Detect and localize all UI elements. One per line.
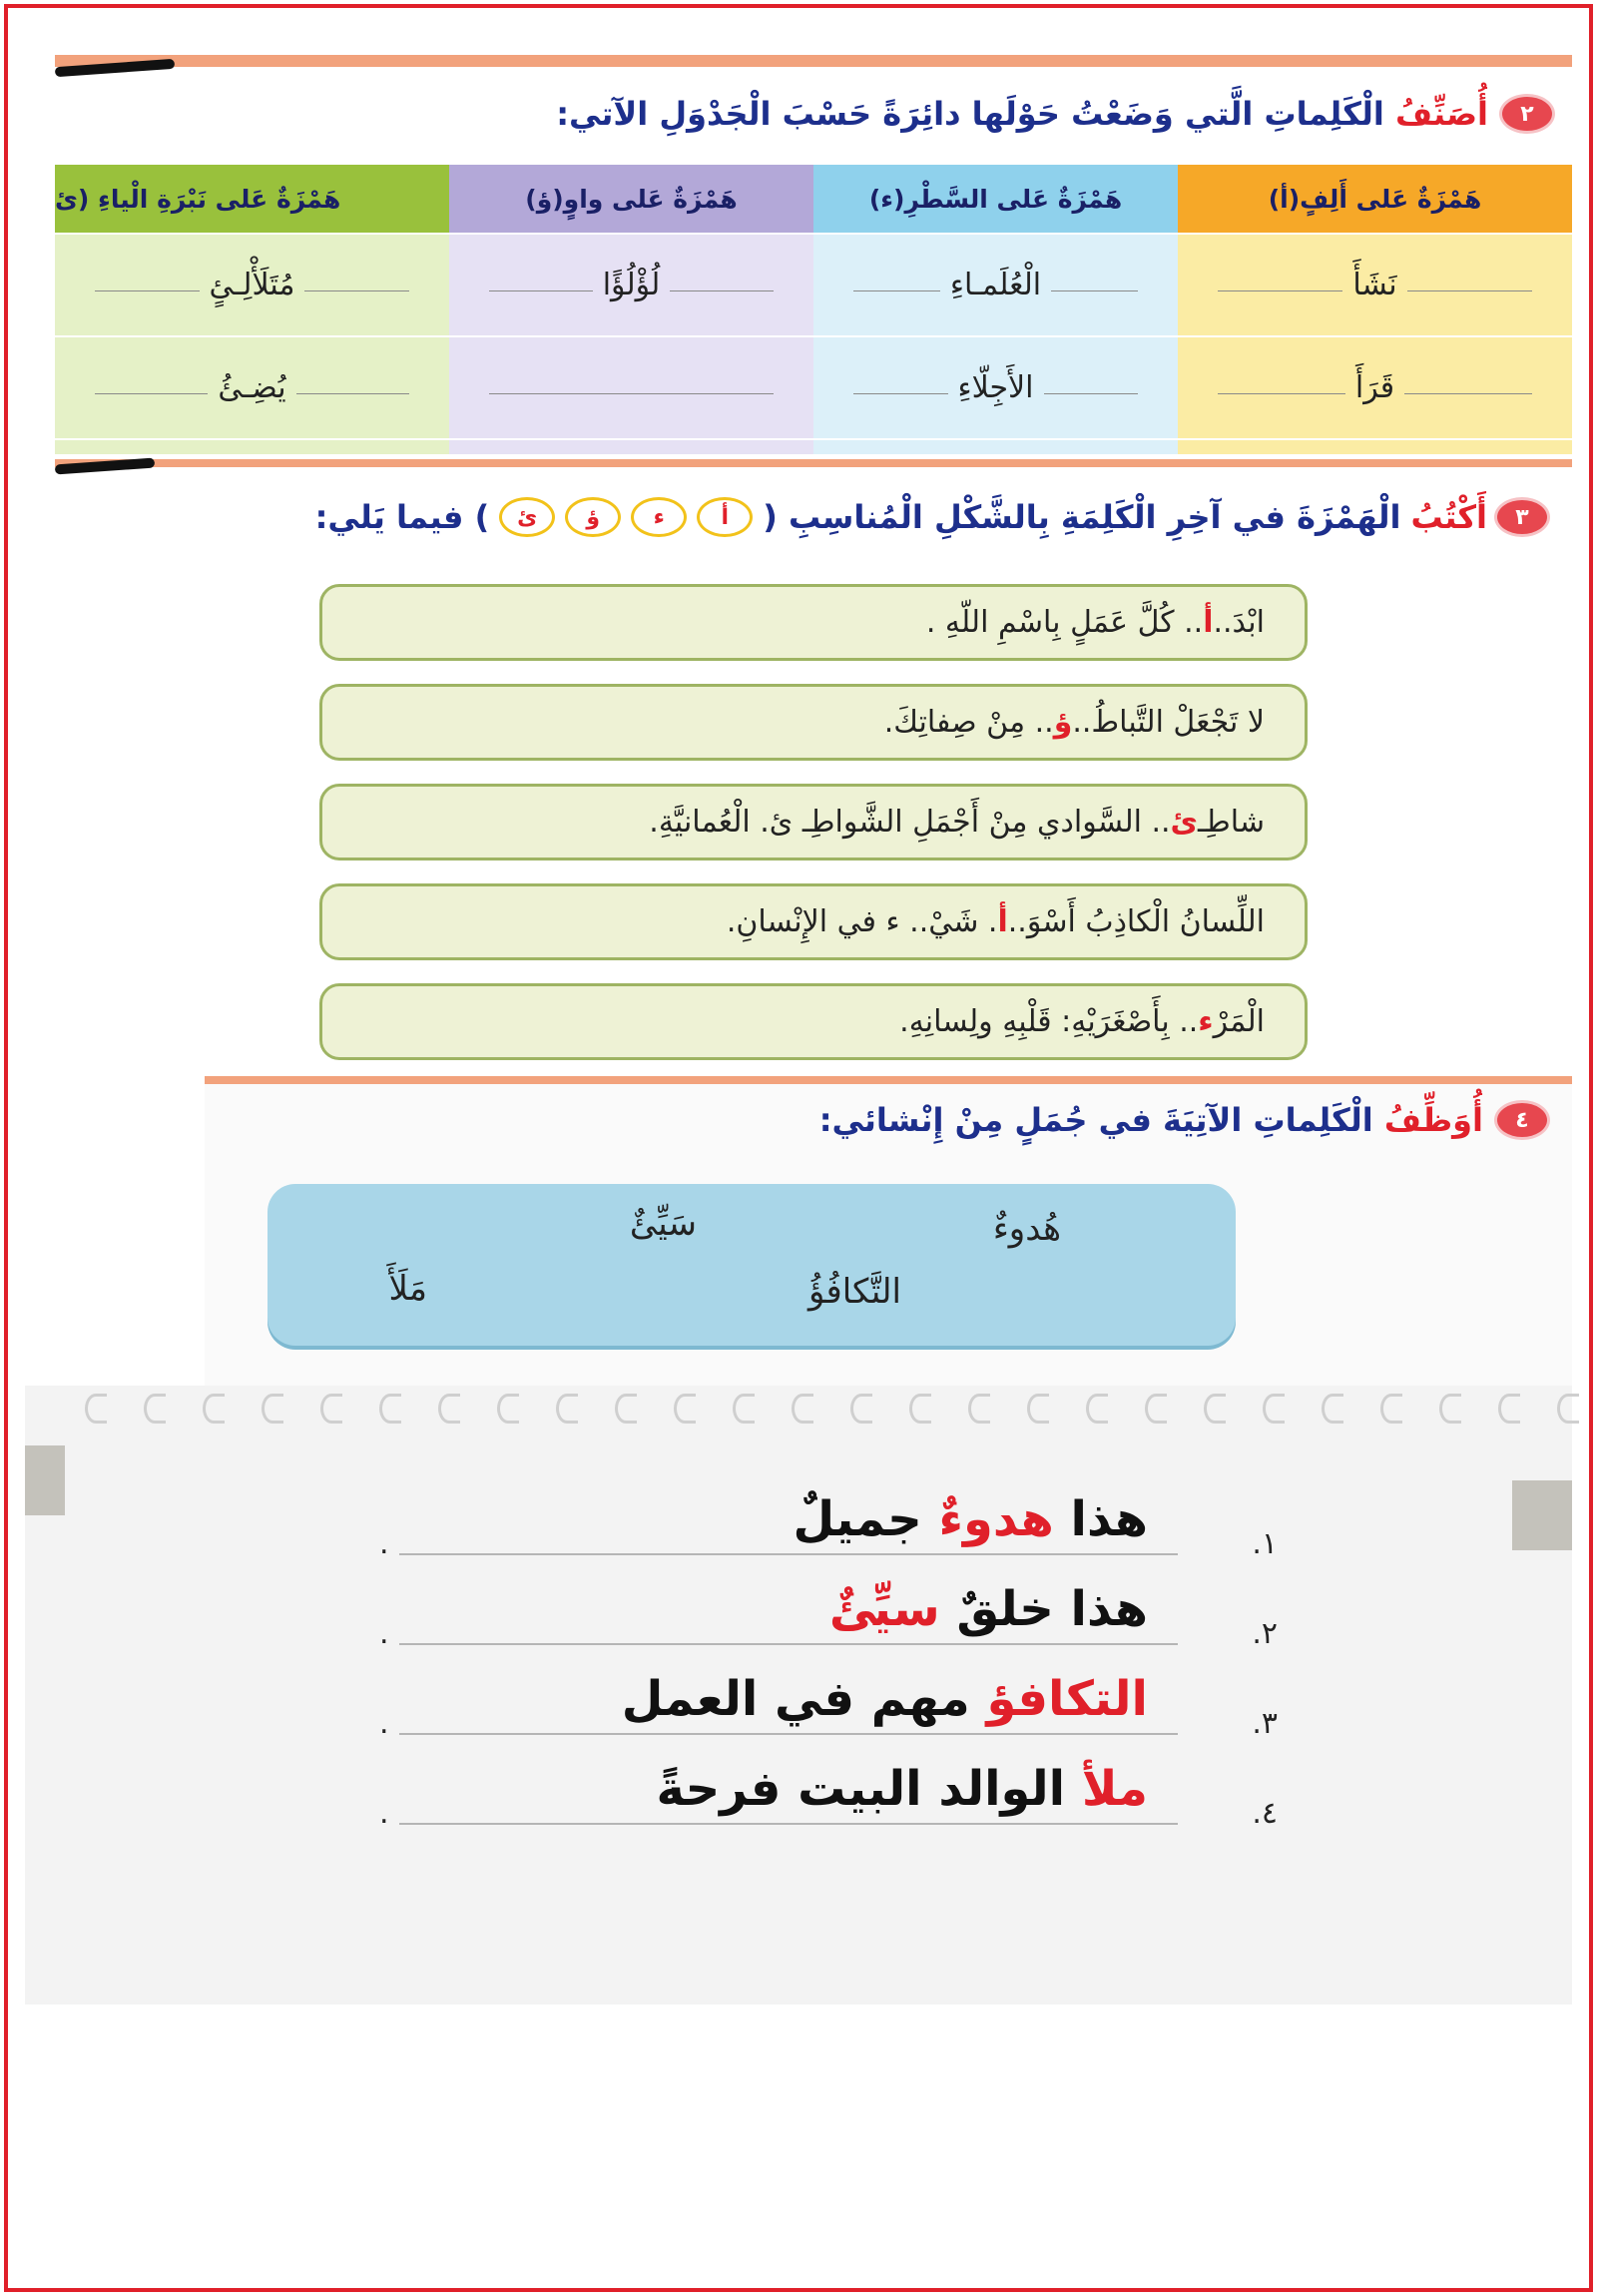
table-header: هَمْزَةٌ عَلى واوٍ(ؤ) xyxy=(449,165,813,233)
hamza-answer: أ xyxy=(1203,605,1214,640)
sentence-part: اللِّسانُ الْكاذِبُ أَسْوَ.. xyxy=(1007,904,1265,939)
answer-line xyxy=(359,1491,1278,1565)
sentence-box xyxy=(319,784,1308,861)
hamza-shape: ؤ xyxy=(565,497,621,537)
answer-number: ١. xyxy=(1252,1526,1278,1561)
cell-word: لُؤْلُؤًا xyxy=(593,268,671,302)
bank-word: سَيِّئٌ xyxy=(629,1204,697,1244)
sentence-part: .. كُلَّ عَمَلٍ بِاسْمِ اللّهِ . xyxy=(925,605,1204,640)
section-divider xyxy=(55,55,1572,67)
table-cell xyxy=(1178,335,1572,438)
q2-heading xyxy=(556,95,1552,133)
word-bank xyxy=(267,1184,1236,1346)
cell-word: الْعُلَمـاءِ xyxy=(940,268,1051,302)
answer-sentence: هذا هدوءٌ جميلٌ xyxy=(793,1491,1148,1547)
line-end-dot: . xyxy=(379,1526,389,1561)
spiral-rings xyxy=(85,1394,1579,1424)
table-cell xyxy=(449,335,813,438)
line-end-dot: . xyxy=(379,1616,389,1651)
line-end-dot: . xyxy=(379,1706,389,1741)
exercise-2 xyxy=(55,55,1572,454)
sentence-part: شاطِـ xyxy=(1198,805,1265,840)
table-header: هَمْزَةٌ عَلى السَّطْرِ(ء) xyxy=(813,165,1178,233)
hamza-answer: ئ xyxy=(1170,805,1199,840)
q2-number-badge: ٢ xyxy=(1502,97,1552,131)
cell-word: مُتَلَأْلِـئٍ xyxy=(200,268,305,302)
cell-word: يُضِـئُ xyxy=(208,370,295,405)
q3-number-badge: ٣ xyxy=(1497,500,1547,534)
table-cell xyxy=(449,233,813,335)
table-cell xyxy=(813,233,1178,335)
sentence-part: .. مِنْ صِفاتِكَ. xyxy=(883,705,1054,740)
q2-instruction: الْكَلِماتِ الَّتي وَضَعْتُ حَوْلَها دائِرَةً حَسْبَ الْجَدْوَلِ الآتي: xyxy=(556,95,1384,133)
hamza-shape: أ xyxy=(697,497,753,537)
q3-verb: أَكْتُبُ xyxy=(1410,498,1487,536)
sentence-part: الْمَرْ xyxy=(1213,1004,1265,1039)
section-divider xyxy=(205,1076,1572,1084)
table-cell xyxy=(55,233,449,335)
tape-strip xyxy=(1512,1480,1572,1550)
q2-verb: أُصَنِّفُ xyxy=(1394,95,1488,133)
sentence-box xyxy=(319,883,1308,960)
cell-word: الأَجِلّاءِ xyxy=(948,370,1044,405)
line-end-dot: . xyxy=(379,1796,389,1831)
answer-number: ٣. xyxy=(1252,1706,1278,1741)
hamza-answer: ء xyxy=(1198,1004,1214,1039)
answer-line xyxy=(359,1761,1278,1835)
q3-instruction-end: ) فيما يَلي: xyxy=(314,498,490,536)
sentence-part: . شَيْ.. ء في الإِنْسانِ. xyxy=(726,904,998,939)
hamza-answer: أ xyxy=(997,904,1008,939)
hamza-table xyxy=(55,165,1572,454)
answer-line xyxy=(359,1581,1278,1655)
bank-word: التَّكافُؤُ xyxy=(807,1272,901,1312)
table-header: هَمْزَةٌ عَلى نَبْرَةِ الْياءِ (ئ xyxy=(55,165,449,233)
answer-sentence: هذا خلقٌ سيِّئٌ xyxy=(828,1581,1148,1637)
table-cell xyxy=(813,335,1178,438)
cell-word: قَرَأَ xyxy=(1345,370,1404,405)
hamza-shape: ء xyxy=(631,497,687,537)
notebook-paper xyxy=(25,1386,1572,2005)
answer-number: ٤. xyxy=(1252,1796,1278,1831)
bank-word: هُدوءٌ xyxy=(992,1209,1061,1249)
answer-line xyxy=(359,1671,1278,1745)
q4-number-badge: ٤ xyxy=(1497,1103,1547,1137)
q4-verb: أُوَظِّفُ xyxy=(1383,1101,1483,1139)
q4-instruction: الْكَلِماتِ الآتِيَةَ في جُمَلٍ مِنْ إِنْشائي: xyxy=(818,1101,1373,1139)
sentence-part: لا تَجْعَلْ التَّباطُ.. xyxy=(1072,705,1265,740)
bank-word: مَلَأَ xyxy=(388,1269,427,1309)
sentence-box xyxy=(319,983,1308,1060)
answer-number: ٢. xyxy=(1252,1616,1278,1651)
sentence-part: ابْدَ.. xyxy=(1213,605,1265,640)
section-divider xyxy=(55,459,1572,467)
q3-instruction: الْهَمْزَةَ في آخِرِ الْكَلِمَةِ بِالشَّكْلِ الْمُناسِبِ ( xyxy=(763,498,1401,536)
exercise-4 xyxy=(205,1076,1572,2005)
answer-sentence: ملأ الوالد البيت فرحةً xyxy=(656,1761,1148,1817)
sentence-box xyxy=(319,584,1308,661)
sentence-part: .. السَّوادي مِنْ أَجْمَلِ الشَّواطِـ ئ. الْعُمانيَّةِ. xyxy=(649,805,1171,840)
sentence-box xyxy=(319,684,1308,761)
table-header: هَمْزَةٌ عَلى أَلِفٍ(أ) xyxy=(1178,165,1572,233)
sentence-part: .. بِأَصْغَرَيْهِ: قَلْبِهِ ولِسانِهِ. xyxy=(899,1004,1199,1039)
table-cell xyxy=(55,335,449,438)
table-cell xyxy=(1178,233,1572,335)
exercise-3 xyxy=(55,459,1572,1073)
answer-sentence: التكافؤ مهم في العمل xyxy=(621,1671,1148,1727)
hamza-answer: ؤ xyxy=(1053,705,1073,740)
q3-heading xyxy=(315,497,1547,537)
cell-word: نَشَأَ xyxy=(1342,268,1406,302)
q4-heading xyxy=(819,1101,1547,1139)
hamza-shape: ئ xyxy=(499,497,555,537)
tape-strip xyxy=(25,1445,65,1515)
